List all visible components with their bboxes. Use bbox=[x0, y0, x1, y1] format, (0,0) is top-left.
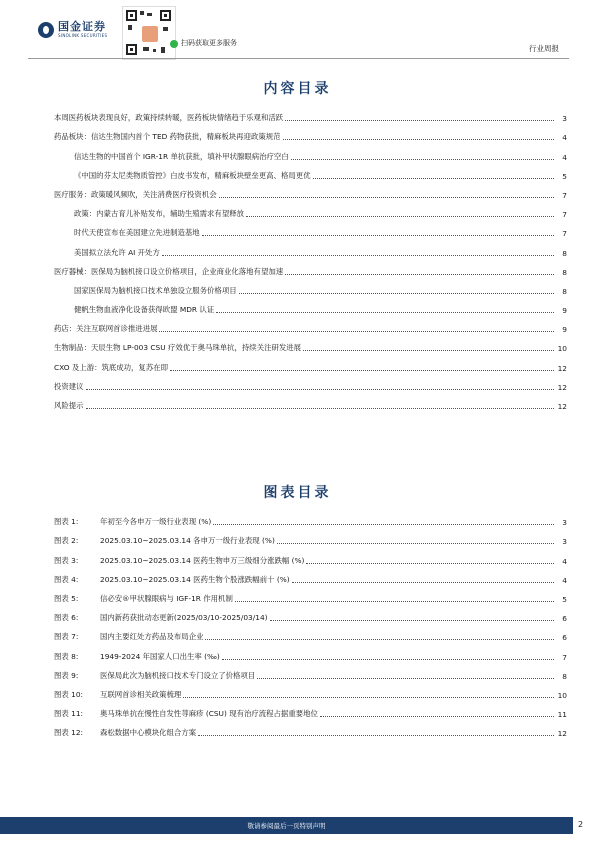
toc-entry-title: 美国拟立法允许 AI 开处方 bbox=[74, 247, 160, 257]
figure-label: 图表 6: bbox=[54, 613, 79, 623]
qr-code-icon[interactable] bbox=[122, 6, 176, 60]
figure-page: 10 bbox=[557, 690, 567, 700]
figure-title: 互联网首诊相关政策梳理 bbox=[100, 689, 182, 699]
dot-leader bbox=[292, 582, 554, 583]
toc-entry[interactable] bbox=[54, 219, 567, 238]
toc-entry-page: 4 bbox=[562, 133, 567, 143]
dot-leader bbox=[270, 620, 554, 621]
toc-entry[interactable] bbox=[54, 123, 567, 142]
toc-entry[interactable] bbox=[54, 200, 567, 219]
figure-title: 2025.03.10~2025.03.14 医药生物个股涨跌幅前十 (%) bbox=[100, 574, 290, 584]
figure-label: 图表 9: bbox=[54, 670, 79, 680]
logo-name-cn: 国金证券 bbox=[58, 20, 106, 33]
figure-entry[interactable] bbox=[54, 508, 567, 527]
logo-icon bbox=[38, 22, 54, 38]
dot-leader bbox=[198, 735, 554, 736]
toc-entry-page: 12 bbox=[557, 363, 567, 373]
toc-entry[interactable] bbox=[54, 353, 567, 372]
dot-leader bbox=[313, 178, 554, 179]
contents-list bbox=[54, 104, 567, 411]
figure-title: 国内主要红处方药品及布局企业 bbox=[100, 632, 204, 642]
figure-entry[interactable] bbox=[54, 719, 567, 738]
dot-leader bbox=[183, 697, 554, 698]
toc-entry[interactable] bbox=[54, 142, 567, 161]
figure-label: 图表 12: bbox=[54, 728, 84, 738]
figure-page: 4 bbox=[562, 556, 567, 566]
toc-entry-page: 9 bbox=[562, 306, 567, 316]
toc-entry-title: 生物制品：天辰生物 LP-003 CSU 疗效优于奥马珠单抗，持续关注研发进展 bbox=[54, 343, 302, 353]
dot-leader bbox=[291, 159, 554, 160]
toc-entry-page: 7 bbox=[562, 210, 567, 220]
dot-leader bbox=[285, 120, 554, 121]
toc-entry-page: 7 bbox=[562, 229, 567, 239]
figures-list bbox=[54, 508, 567, 738]
toc-entry[interactable] bbox=[54, 162, 567, 181]
toc-entry-title: 健帆生物血液净化设备获得欧盟 MDR 认证 bbox=[74, 305, 215, 315]
dot-leader bbox=[205, 639, 554, 640]
figure-page: 6 bbox=[562, 614, 567, 624]
dot-leader bbox=[306, 563, 554, 564]
toc-entry-title: 药品板块：信达生物国内首个 TED 药物获批，精麻板块再迎政策规范 bbox=[54, 132, 281, 142]
toc-entry-title: 药店：关注互联网首诊推进进展 bbox=[54, 324, 158, 334]
dot-leader bbox=[222, 659, 554, 660]
toc-entry[interactable] bbox=[54, 277, 567, 296]
figure-page: 5 bbox=[562, 594, 567, 604]
figure-title: 奥马珠单抗在慢性自发性荨麻疹 (CSU) 现有治疗流程占据重要地位 bbox=[100, 709, 318, 719]
figure-label: 图表 3: bbox=[54, 555, 79, 565]
toc-entry[interactable] bbox=[54, 315, 567, 334]
figure-label: 图表 11: bbox=[54, 709, 84, 719]
figure-page: 3 bbox=[562, 518, 567, 528]
toc-entry-page: 3 bbox=[562, 114, 567, 124]
dot-leader bbox=[213, 524, 554, 525]
dot-leader bbox=[159, 331, 554, 332]
figure-label: 图表 10: bbox=[54, 689, 84, 699]
figure-label: 图表 2: bbox=[54, 536, 79, 546]
figure-page: 8 bbox=[562, 671, 567, 681]
report-type: 行业周报 bbox=[529, 44, 559, 53]
figure-label: 图表 4: bbox=[54, 574, 79, 584]
toc-entry-page: 9 bbox=[562, 325, 567, 335]
toc-entry[interactable] bbox=[54, 258, 567, 277]
figure-label: 图表 1: bbox=[54, 517, 79, 527]
figure-label: 图表 7: bbox=[54, 632, 79, 642]
toc-entry[interactable] bbox=[54, 373, 567, 392]
figure-label: 图表 8: bbox=[54, 651, 79, 661]
toc-entry-title: 医疗服务：政策暖风频吹，关注消费医疗投资机会 bbox=[54, 189, 217, 199]
figures-title: 图表目录 bbox=[263, 485, 332, 501]
toc-entry-title: 时代天使宣布在美国建立先进制造基地 bbox=[74, 228, 200, 238]
toc-entry[interactable] bbox=[54, 238, 567, 257]
toc-entry-title: 国家医保局为脑机接口技术单独设立服务价格项目 bbox=[74, 285, 237, 295]
dot-leader bbox=[257, 678, 554, 679]
toc-entry-title: 政策：内蒙古育儿补贴发布，辅助生殖需求有望释放 bbox=[74, 209, 244, 219]
toc-entry-title: CXO 及上游：筑底成功，复苏在即 bbox=[54, 362, 168, 372]
dot-leader bbox=[239, 293, 554, 294]
header-divider bbox=[28, 58, 569, 59]
toc-entry-title: 《中国的芬太尼类物质管控》白皮书发布，精麻板块壁垒更高、格局更优 bbox=[74, 170, 311, 180]
dot-leader bbox=[283, 139, 554, 140]
company-logo bbox=[38, 21, 107, 39]
toc-entry-page: 12 bbox=[557, 382, 567, 392]
toc-entry[interactable] bbox=[54, 392, 567, 411]
figure-entry[interactable] bbox=[54, 623, 567, 642]
figure-title: 2025.03.10~2025.03.14 各申万一级行业表现 (%) bbox=[100, 536, 275, 546]
toc-entry-page: 8 bbox=[562, 248, 567, 258]
figure-page: 12 bbox=[557, 729, 567, 739]
figure-page: 6 bbox=[562, 633, 567, 643]
toc-entry-title: 医疗器械：医保局为脑机接口设立价格项目，企业商业化落地有望加速 bbox=[54, 266, 284, 276]
dot-leader bbox=[216, 312, 554, 313]
figure-entry[interactable] bbox=[54, 604, 567, 623]
toc-entry[interactable] bbox=[54, 334, 567, 353]
toc-entry-title: 投资建议 bbox=[54, 381, 84, 391]
toc-entry-page: 7 bbox=[562, 190, 567, 200]
figure-page: 11 bbox=[557, 710, 567, 720]
toc-entry[interactable] bbox=[54, 104, 567, 123]
figure-entry[interactable] bbox=[54, 546, 567, 565]
contents-title: 内容目录 bbox=[263, 81, 332, 97]
figure-page: 4 bbox=[562, 575, 567, 585]
dot-leader bbox=[86, 408, 554, 409]
wechat-icon bbox=[170, 40, 178, 48]
toc-entry-page: 8 bbox=[562, 267, 567, 277]
figure-title: 森松数据中心模块化组合方案 bbox=[100, 728, 197, 738]
figure-entry[interactable] bbox=[54, 527, 567, 546]
dot-leader bbox=[162, 255, 554, 256]
dot-leader bbox=[303, 350, 554, 351]
scan-prompt: 扫码获取更多服务 bbox=[181, 39, 237, 47]
dot-leader bbox=[202, 235, 554, 236]
dot-leader bbox=[246, 216, 554, 217]
figure-entry[interactable] bbox=[54, 700, 567, 719]
toc-entry-page: 4 bbox=[562, 152, 567, 162]
figure-entry[interactable] bbox=[54, 642, 567, 661]
logo-name-en: SINOLINK SECURITIES bbox=[58, 33, 108, 38]
dot-leader bbox=[219, 197, 554, 198]
figure-title: 医保局此次为脑机接口技术专门设立了价格项目 bbox=[100, 670, 256, 680]
toc-entry-title: 风险提示 bbox=[54, 401, 84, 410]
dot-leader bbox=[320, 716, 554, 717]
toc-entry-title: 本周医药板块表现良好，政策持续转暖，医药板块情绪趋于乐观和活跃 bbox=[54, 113, 284, 123]
figure-page: 3 bbox=[562, 537, 567, 547]
figure-entry[interactable] bbox=[54, 585, 567, 604]
page-header bbox=[0, 0, 595, 62]
disclaimer-note: 敬请参阅最后一页特别声明 bbox=[247, 822, 326, 830]
figure-entry[interactable] bbox=[54, 681, 567, 700]
figure-title: 年初至今各申万一级行业表现 (%) bbox=[100, 517, 212, 527]
dot-leader bbox=[285, 274, 554, 275]
figure-title: 信必安®甲状腺眼病与 IGF-1R 作用机制 bbox=[100, 593, 233, 603]
figure-label: 图表 5: bbox=[54, 593, 79, 603]
figure-title: 国内新药获批动态更新(2025/03/10-2025/03/14) bbox=[100, 613, 268, 623]
figure-page: 7 bbox=[562, 652, 567, 662]
toc-entry-page: 8 bbox=[562, 286, 567, 296]
dot-leader bbox=[277, 543, 554, 544]
toc-entry-page: 5 bbox=[562, 171, 567, 181]
figure-title: 2025.03.10~2025.03.14 医药生物申万三级细分涨跌幅 (%) bbox=[100, 555, 305, 565]
dot-leader bbox=[235, 601, 554, 602]
dot-leader bbox=[86, 389, 554, 390]
figure-entry[interactable] bbox=[54, 662, 567, 681]
page-number: 2 bbox=[578, 820, 584, 829]
toc-entry[interactable] bbox=[54, 296, 567, 315]
toc-entry-page: 10 bbox=[557, 344, 567, 354]
toc-entry[interactable] bbox=[54, 181, 567, 200]
dot-leader bbox=[170, 370, 554, 371]
toc-entry-page: 12 bbox=[557, 402, 567, 411]
toc-entry-title: 信达生物的中国首个 IGR-1R 单抗获批，填补甲状腺眼病治疗空白 bbox=[74, 151, 289, 161]
figure-title: 1949-2024 年国家人口出生率 (‰) bbox=[100, 651, 220, 661]
figure-entry[interactable] bbox=[54, 566, 567, 585]
